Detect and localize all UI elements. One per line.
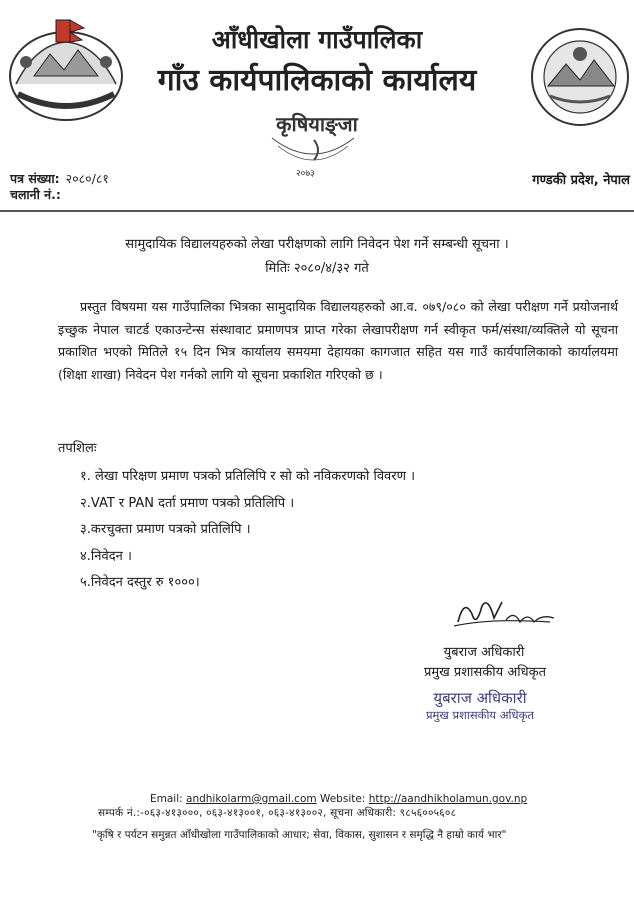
email-link[interactable]: andhikolarm@gmail.com	[186, 793, 317, 805]
office-name: गाँउ कार्यपालिकाको कार्यालय	[157, 63, 477, 98]
list-item: २.VAT र PAN दर्ता प्रमाण पत्रको प्रतिलिपि ।	[80, 495, 295, 511]
seal-year: २०७३	[296, 169, 315, 179]
footer-motto: "कृषि र पर्यटन समुन्नत आँधीखोला गाउँपालिकाको आधार; सेवा, विकास, सुशासन र समृद्धि नै हाम्रो कार्य भार"	[92, 829, 507, 841]
header-divider	[0, 210, 634, 212]
district-name: कृषियाङ्जा	[276, 112, 358, 136]
list-item: १. लेखा परिक्षण प्रमाण पत्रको प्रतिलिपि र सो को नविकरणको विवरण ।	[80, 469, 416, 484]
website-link[interactable]: http://aandhikholamun.gov.np	[368, 793, 528, 805]
requirements-list	[80, 464, 600, 597]
website-label: Website:	[319, 793, 366, 805]
list-item: ४.निवेदन ।	[80, 548, 132, 564]
municipality-name: आँधीखोला गाउँपालिका	[211, 25, 423, 54]
list-item: ३.करचुक्ता प्रमाण पत्रको प्रतिलिपि ।	[80, 522, 251, 537]
signatory-name: युबराज अधिकारी	[443, 645, 525, 660]
ref-number-row	[10, 170, 109, 187]
notice-subject: सामुदायिक विद्यालयहरुको लेखा परीक्षणको लागि निवेदन पेश गर्ने सम्बन्धी सूचना ।	[125, 237, 509, 252]
signature-icon	[450, 592, 560, 636]
footer-contact: सम्पर्क नं.:-०६३-४१३०००, ०६३-४१३००१, ०६३-४१३००२, सूचना अधिकारी: ९८५६००५६०८	[98, 807, 457, 819]
notice-body: प्रस्तुत विषयमा यस गाउँपालिका भित्रका सामुदायिक विद्यालयहरुको आ.व. ०७९/०८० को लेखा परीक्षण गर्ने प्रयोजनार्थ इच्छुक नेपाल चाटर्ड एकाउन्टेन्स संस्थावाट प्रमाणपत्र प्राप्त गरेका लेखापरीक्षण गर्न स्वीकृत फर्म/संस्था/व्यक्तिले यो सूचना प्रकाशित भएको मितिले १५ दिन भित्र कार्यालय समयमा देहायका कागजात सहित यस गाउँ कार्यपालिकाको कार्यालयमा (शिक्षा शाखा) निवेदन पेश गर्नको लागि यो सूचना प्रकाशित गरिएको छ ।	[58, 299, 618, 382]
ref-number-value: २०८०/८१	[65, 171, 109, 186]
stamp-signatory-name: युबराज अधिकारी	[433, 689, 527, 707]
footer-email-row	[150, 793, 630, 805]
ref-number-label: पत्र संख्या:	[10, 171, 60, 186]
list-item: ५.निवेदन दस्तुर रु १०००।	[80, 575, 200, 590]
signatory-title: प्रमुख प्रशासकीय अधिकृत	[423, 665, 547, 680]
province-name: गण्डकी प्रदेश, नेपाल	[532, 173, 630, 188]
stamp-signatory-title: प्रमुख प्रशासकीय अधिकृत	[426, 708, 534, 722]
notice-date: मितिः २०८०/४/३२ गते	[265, 261, 369, 276]
details-label: तपशिलः	[58, 441, 97, 456]
dispatch-number-label: चलानी नं.:	[10, 187, 61, 202]
municipality-logo-icon	[528, 24, 632, 130]
email-label: Email:	[150, 793, 183, 805]
dispatch-number-row	[10, 186, 67, 203]
